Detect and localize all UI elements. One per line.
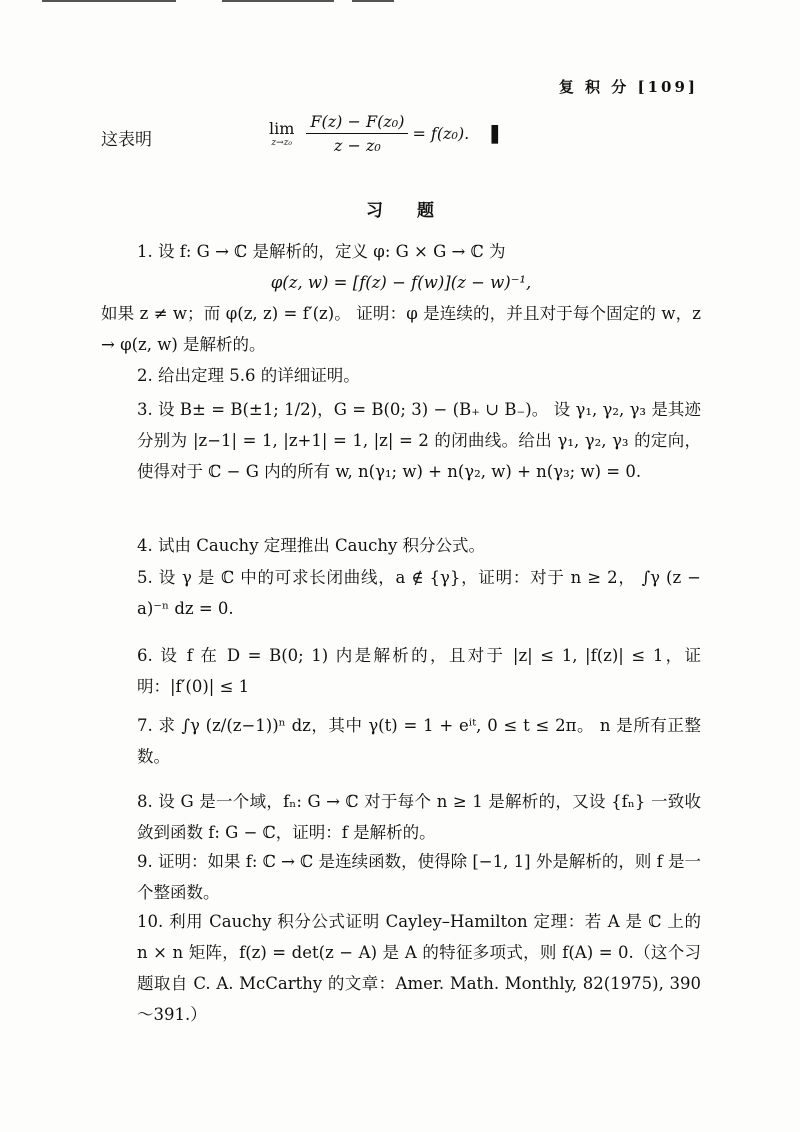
- exercise-3: [101, 394, 701, 487]
- intro-lead: 这表明: [101, 130, 152, 150]
- limit-operator: [269, 119, 294, 148]
- formula-rhs: = f(z₀).: [412, 124, 470, 143]
- exercise-6-text: 6. 设 f 在 D = B(0; 1) 内是解析的，且对于 |z| ≤ 1, |f(z)| ≤ 1，证明：|f′(0)| ≤ 1: [137, 646, 701, 696]
- qed-mark: ❚: [487, 123, 503, 144]
- exercise-10-text: 10. 利用 Cauchy 积分公式证明 Cayley–Hamilton 定理：若 A 是 ℂ 上的 n × n 矩阵，f(z) = det(z − A) 是 A 的特征多项式，则 f(A) = 0.（这个习题取自 C. A. McCarthy 的文章：Amer. Math. Monthly, 82(1975), 390～391.）: [137, 912, 701, 1024]
- lim-subscript: z→z₀: [271, 138, 293, 148]
- exercise-9: [101, 846, 701, 908]
- difference-quotient: [306, 112, 408, 155]
- exercise-6: [101, 640, 701, 702]
- fraction-denominator: z − z₀: [333, 136, 381, 155]
- limit-formula: [269, 112, 502, 155]
- exercise-9-text: 9. 证明：如果 f: ℂ → ℂ 是连续函数，使得除 [−1, 1] 外是解析的，则 f 是一个整函数。: [137, 852, 701, 902]
- section-title: 习题: [366, 201, 468, 221]
- fraction-numerator: F(z) − F(z₀): [306, 112, 408, 134]
- exercise-4-text: 4. 试由 Cauchy 定理推出 Cauchy 积分公式。: [137, 536, 486, 555]
- exercise-2-text: 2. 给出定理 5.6 的详细证明。: [137, 366, 360, 385]
- exercise-3-text: 3. 设 B± = B(±1; 1/2)，G = B(0; 3) − (B₊ ∪ B₋)。 设 γ₁, γ₂, γ₃ 是其迹分别为 |z−1| = 1, |z+1| = 1, |z| = 2 的闭曲线。给出 γ₁, γ₂, γ₃ 的定向，使得对于 ℂ − G 内的所有 w, n(γ₁; w) + n(γ₂, w) + n(γ₃; w) = 0.: [137, 400, 701, 481]
- exercise-1: [101, 236, 701, 360]
- exercise-8: [101, 786, 701, 848]
- exercise-1-line1: 1. 设 f: G → ℂ 是解析的，定义 φ: G × G → ℂ 为: [137, 242, 506, 261]
- top-rule-2: [222, 0, 334, 2]
- exercise-1-rest: 如果 z ≠ w；而 φ(z, z) = f′(z)。 证明：φ 是连续的，并且对于每个固定的 w，z → φ(z, w) 是解析的。: [101, 304, 701, 354]
- exercise-1-formula: φ(z, w) = [f(z) − f(w)](z − w)⁻¹,: [270, 273, 532, 292]
- exercise-4: [101, 530, 701, 561]
- exercise-7-text: 7. 求 ∫γ (z/(z−1))ⁿ dz，其中 γ(t) = 1 + eⁱᵗ, 0 ≤ t ≤ 2π。 n 是所有正整数。: [137, 716, 701, 766]
- running-head: 复 积 分 [109]: [558, 78, 698, 96]
- lim-word: lim: [269, 119, 295, 138]
- exercise-2: [101, 360, 701, 391]
- top-rule-3: [352, 0, 394, 2]
- exercise-7: [101, 710, 701, 772]
- exercise-5: [101, 562, 701, 624]
- exercise-5-text: 5. 设 γ 是 ℂ 中的可求长闭曲线，a ∉ {γ}，证明：对于 n ≥ 2， ∫γ (z − a)⁻ⁿ dz = 0.: [137, 568, 701, 618]
- intro-statement: [101, 112, 701, 162]
- exercise-10: [101, 906, 701, 1030]
- top-rule-1: [42, 0, 176, 2]
- exercise-8-text: 8. 设 G 是一个域，fₙ: G → ℂ 对于每个 n ≥ 1 是解析的，又设 {fₙ} 一致收敛到函数 f: G − ℂ，证明：f 是解析的。: [137, 792, 701, 842]
